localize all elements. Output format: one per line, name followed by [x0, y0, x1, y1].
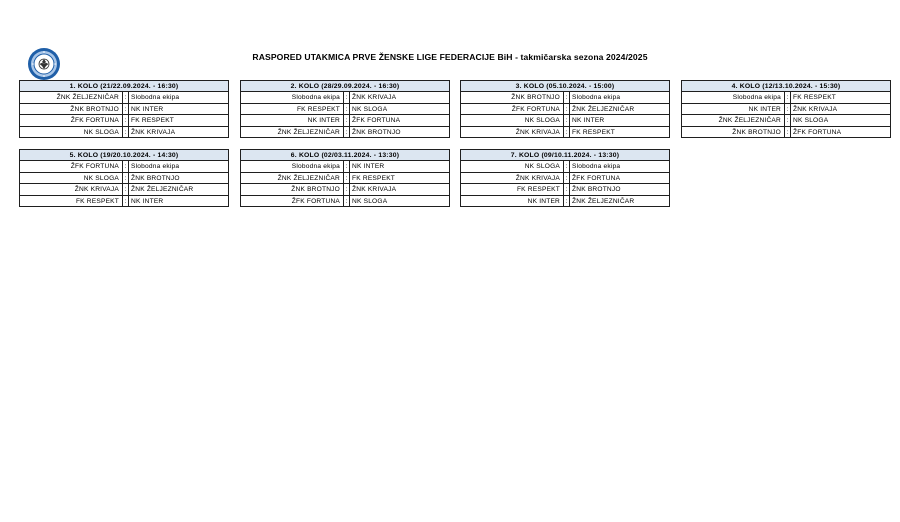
home-team: ŽNK KRIVAJA: [20, 184, 123, 195]
match-separator: :: [123, 161, 129, 172]
match-separator: :: [564, 184, 570, 195]
round-block: [460, 80, 670, 138]
home-team: NK SLOGA: [461, 115, 564, 126]
away-team: NK INTER: [131, 105, 164, 113]
match-row: [240, 173, 450, 185]
away-team: NK INTER: [572, 117, 605, 124]
match-separator: :: [123, 196, 129, 207]
match-row: [240, 104, 450, 116]
home-team: Slobodna ekipa: [682, 92, 785, 103]
match-row: [19, 92, 229, 104]
away-team: ŽFK FORTUNA: [793, 128, 842, 136]
match-row: [19, 161, 229, 173]
match-row: [460, 184, 670, 196]
away-team: ŽNK ŽELJEZNIČAR: [572, 105, 635, 113]
match-separator: :: [344, 115, 350, 126]
match-separator: :: [344, 173, 350, 184]
away-team: NK INTER: [131, 197, 164, 205]
title-season: takmičarska sezona 2024/2025: [520, 52, 648, 62]
match-separator: :: [785, 104, 791, 115]
away-team: ŽFK FORTUNA: [352, 117, 401, 124]
match-separator: :: [344, 184, 350, 195]
home-team: ŽNK BROTNJO: [461, 92, 564, 103]
match-separator: :: [344, 127, 350, 138]
home-team: ŽNK ŽELJEZNIČAR: [241, 127, 344, 138]
away-team: ŽNK ŽELJEZNIČAR: [572, 197, 635, 205]
round-title: 6. KOLO (02/03.11.2024. - 13:30): [240, 149, 450, 161]
match-row: [681, 92, 891, 104]
match-row: [240, 184, 450, 196]
match-row: [19, 196, 229, 208]
home-team: ŽFK FORTUNA: [20, 161, 123, 172]
match-row: [19, 104, 229, 116]
match-row: [460, 196, 670, 208]
match-separator: :: [785, 115, 791, 126]
home-team: NK INTER: [461, 196, 564, 207]
away-team: Slobodna ekipa: [131, 163, 180, 170]
match-row: [19, 173, 229, 185]
away-team: FK RESPEKT: [131, 117, 175, 124]
home-team: ŽNK ŽELJEZNIČAR: [241, 173, 344, 184]
home-team: ŽNK KRIVAJA: [461, 173, 564, 184]
match-separator: :: [123, 115, 129, 126]
round-title: 1. KOLO (21/22.09.2024. - 16:30): [19, 80, 229, 92]
match-row: [681, 127, 891, 139]
away-team: ŽNK KRIVAJA: [131, 128, 176, 136]
match-separator: :: [564, 115, 570, 126]
match-row: [460, 104, 670, 116]
match-row: [240, 92, 450, 104]
match-separator: :: [564, 104, 570, 115]
away-team: ŽNK BROTNJO: [572, 186, 621, 193]
match-separator: :: [564, 161, 570, 172]
round-title: 2. KOLO (28/29.09.2024. - 16:30): [240, 80, 450, 92]
away-team: ŽNK ŽELJEZNIČAR: [131, 186, 194, 193]
page-title: [0, 52, 900, 62]
match-separator: :: [564, 127, 570, 138]
match-row: [460, 173, 670, 185]
home-team: NK SLOGA: [461, 161, 564, 172]
match-separator: :: [564, 92, 570, 103]
home-team: ŽNK BROTNJO: [241, 184, 344, 195]
home-team: ŽFK FORTUNA: [241, 196, 344, 207]
away-team: FK RESPEKT: [352, 174, 396, 182]
home-team: NK INTER: [682, 104, 785, 115]
away-team: ŽNK KRIVAJA: [352, 94, 397, 101]
home-team: FK RESPEKT: [20, 196, 123, 207]
match-row: [681, 115, 891, 127]
home-team: ŽNK ŽELJEZNIČAR: [682, 115, 785, 126]
home-team: ŽNK BROTNJO: [20, 104, 123, 115]
home-team: NK SLOGA: [20, 173, 123, 184]
away-team: FK RESPEKT: [572, 128, 616, 136]
home-team: ŽFK FORTUNA: [20, 115, 123, 126]
home-team: FK RESPEKT: [461, 184, 564, 195]
home-team: ŽNK BROTNJO: [682, 127, 785, 138]
match-row: [19, 127, 229, 139]
match-separator: :: [344, 196, 350, 207]
match-separator: :: [344, 161, 350, 172]
match-row: [240, 161, 450, 173]
home-team: Slobodna ekipa: [241, 161, 344, 172]
match-row: [681, 104, 891, 116]
round-title: 5. KOLO (19/20.10.2024. - 14:30): [19, 149, 229, 161]
away-team: ŽNK BROTNJO: [352, 128, 401, 136]
home-team: NK INTER: [241, 115, 344, 126]
round-block: [240, 80, 450, 138]
away-team: ŽNK KRIVAJA: [352, 186, 397, 193]
away-team: NK INTER: [352, 163, 385, 170]
round-title: 4. KOLO (12/13.10.2024. - 15:30): [681, 80, 891, 92]
away-team: ŽFK FORTUNA: [572, 174, 621, 182]
title-separator: -: [512, 52, 521, 62]
title-main: RASPORED UTAKMICA PRVE ŽENSKE LIGE FEDERACIJE BiH: [252, 52, 513, 62]
home-team: FK RESPEKT: [241, 104, 344, 115]
round-title: 3. KOLO (05.10.2024. - 15:00): [460, 80, 670, 92]
match-separator: :: [123, 127, 129, 138]
match-row: [19, 184, 229, 196]
match-separator: :: [123, 173, 129, 184]
home-team: ŽFK FORTUNA: [461, 104, 564, 115]
away-team: Slobodna ekipa: [572, 94, 621, 101]
round-block: [460, 149, 670, 207]
match-separator: :: [123, 92, 129, 103]
match-row: [460, 127, 670, 139]
match-separator: :: [123, 184, 129, 195]
match-row: [240, 115, 450, 127]
match-row: [460, 92, 670, 104]
away-team: FK RESPEKT: [793, 94, 837, 101]
match-separator: :: [344, 104, 350, 115]
match-row: [240, 196, 450, 208]
match-row: [240, 127, 450, 139]
round-block: [19, 149, 229, 207]
away-team: ŽNK BROTNJO: [131, 174, 180, 182]
match-row: [19, 115, 229, 127]
away-team: NK SLOGA: [793, 117, 829, 124]
match-separator: :: [785, 127, 791, 138]
home-team: ŽNK ŽELJEZNIČAR: [20, 92, 123, 103]
match-row: [460, 115, 670, 127]
round-block: [240, 149, 450, 207]
away-team: NK SLOGA: [352, 105, 388, 113]
home-team: Slobodna ekipa: [241, 92, 344, 103]
match-separator: :: [564, 173, 570, 184]
home-team: NK SLOGA: [20, 127, 123, 138]
match-separator: :: [564, 196, 570, 207]
away-team: ŽNK KRIVAJA: [793, 105, 838, 113]
away-team: Slobodna ekipa: [131, 94, 180, 101]
away-team: NK SLOGA: [352, 197, 388, 205]
round-block: [19, 80, 229, 138]
round-block: [681, 80, 891, 138]
away-team: Slobodna ekipa: [572, 163, 621, 170]
match-separator: :: [785, 92, 791, 103]
match-row: [460, 161, 670, 173]
home-team: ŽNK KRIVAJA: [461, 127, 564, 138]
match-separator: :: [123, 104, 129, 115]
round-title: 7. KOLO (09/10.11.2024. - 13:30): [460, 149, 670, 161]
match-separator: :: [344, 92, 350, 103]
